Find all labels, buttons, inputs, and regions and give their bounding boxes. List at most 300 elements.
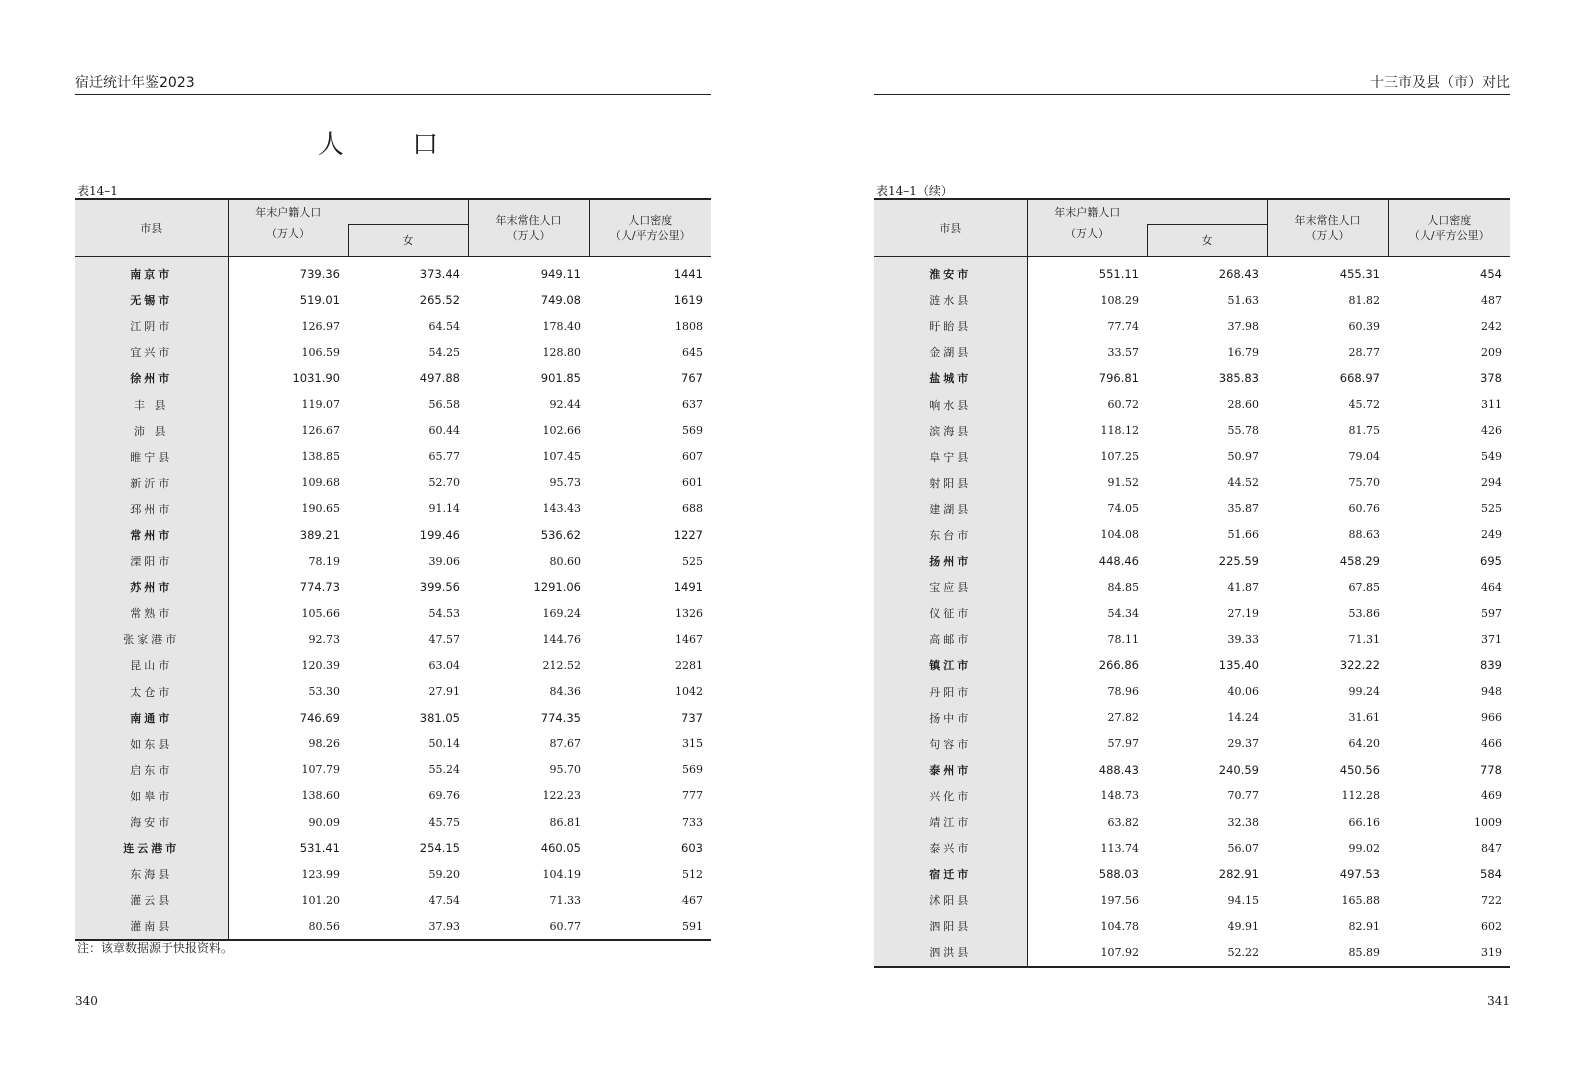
row-density: 1467	[675, 632, 703, 646]
row-resident: 92.44	[549, 398, 581, 412]
row-household: 190.65	[301, 502, 340, 516]
row-female: 50.97	[1227, 450, 1259, 464]
row-resident: 67.85	[1348, 580, 1380, 594]
row-density: 569	[682, 763, 703, 777]
table-row	[874, 418, 1510, 444]
row-female: 35.87	[1227, 502, 1259, 516]
row-female: 45.75	[428, 815, 460, 829]
table-row	[75, 470, 711, 496]
row-household: 74.05	[1107, 502, 1139, 516]
row-female: 94.15	[1227, 893, 1259, 907]
row-density: 767	[681, 371, 703, 386]
row-density: 525	[682, 554, 703, 568]
row-female: 240.59	[1218, 762, 1259, 777]
row-female: 27.19	[1227, 606, 1259, 620]
row-density: 467	[682, 893, 703, 907]
row-name: 泗洪县	[874, 939, 1027, 966]
row-density: 737	[681, 710, 703, 725]
row-name: 仪征市	[874, 600, 1027, 626]
row-name: 淮安市	[874, 257, 1027, 288]
row-household: 138.60	[301, 789, 340, 803]
row-resident: 497.53	[1339, 867, 1380, 882]
table-row	[75, 391, 711, 417]
row-name: 张家港市	[75, 626, 228, 652]
row-household: 1031.90	[292, 371, 340, 386]
row-resident: 28.77	[1348, 345, 1380, 359]
table-row	[874, 600, 1510, 626]
row-name: 邳州市	[75, 496, 228, 522]
table-row	[75, 574, 711, 600]
row-density: 1808	[675, 319, 703, 333]
row-resident: 212.52	[542, 658, 581, 672]
row-name: 无锡市	[75, 287, 228, 313]
row-household: 105.66	[301, 606, 340, 620]
row-household: 448.46	[1098, 554, 1139, 569]
row-name: 东台市	[874, 522, 1027, 548]
table-row	[874, 913, 1510, 939]
row-household: 104.08	[1100, 528, 1139, 542]
row-female: 69.76	[428, 789, 460, 803]
row-female: 373.44	[419, 267, 460, 282]
table-row	[75, 809, 711, 835]
table-row	[874, 574, 1510, 600]
row-resident: 79.04	[1348, 450, 1380, 464]
row-female: 49.91	[1227, 919, 1259, 933]
row-household: 57.97	[1107, 737, 1139, 751]
row-female: 135.40	[1218, 658, 1259, 673]
row-female: 64.54	[428, 319, 460, 333]
row-household: 77.74	[1107, 319, 1139, 333]
row-female: 29.37	[1227, 737, 1259, 751]
row-name: 句容市	[874, 731, 1027, 757]
row-resident: 71.33	[549, 893, 581, 907]
row-name: 沛 县	[75, 418, 228, 444]
row-resident: 749.08	[540, 293, 581, 308]
row-resident: 901.85	[540, 371, 581, 386]
row-household: 774.73	[299, 580, 340, 595]
row-density: 1227	[673, 527, 703, 542]
row-name: 灌云县	[75, 887, 228, 913]
table-row	[874, 626, 1510, 652]
row-household: 746.69	[299, 710, 340, 725]
row-resident: 99.02	[1348, 841, 1380, 855]
row-resident: 31.61	[1348, 711, 1380, 725]
row-household: 113.74	[1100, 841, 1139, 855]
row-resident: 95.73	[549, 476, 581, 490]
header-name: 市县	[75, 199, 228, 257]
row-female: 41.87	[1227, 580, 1259, 594]
table-row	[75, 887, 711, 913]
row-name: 扬州市	[874, 548, 1027, 574]
row-name: 泰州市	[874, 757, 1027, 783]
row-density: 525	[1481, 502, 1502, 516]
row-density: 512	[682, 867, 703, 881]
row-density: 607	[682, 450, 703, 464]
row-female: 16.79	[1227, 345, 1259, 359]
row-name: 东海县	[75, 861, 228, 887]
header-resident: 年末常住人口 （万人）	[1267, 199, 1388, 257]
table-row	[75, 783, 711, 809]
row-household: 106.59	[301, 345, 340, 359]
row-name: 盐城市	[874, 365, 1027, 391]
row-female: 59.20	[428, 867, 460, 881]
row-name: 灌南县	[75, 913, 228, 940]
row-female: 37.93	[348, 913, 468, 940]
table-row	[75, 600, 711, 626]
row-name: 泗阳县	[874, 913, 1027, 939]
row-resident: 102.66	[542, 424, 581, 438]
row-density: 1491	[673, 580, 703, 595]
row-resident: 81.82	[1348, 293, 1380, 307]
row-resident: 455.31	[1339, 267, 1380, 282]
running-head: 宿迁统计年鉴2023	[75, 74, 711, 95]
row-resident: 1291.06	[533, 580, 581, 595]
table-row	[874, 548, 1510, 574]
table-row	[874, 313, 1510, 339]
row-name: 沭阳县	[874, 887, 1027, 913]
row-name: 金湖县	[874, 339, 1027, 365]
row-density: 597	[1481, 606, 1502, 620]
header-household: 年末户籍人口	[1027, 199, 1147, 225]
table-row	[75, 287, 711, 313]
row-name: 盱眙县	[874, 313, 1027, 339]
header-density: 人口密度 （人/平方公里）	[1388, 199, 1510, 257]
row-female: 54.25	[428, 345, 460, 359]
table-row	[874, 652, 1510, 678]
table-row	[874, 835, 1510, 861]
row-female: 55.24	[428, 763, 460, 777]
row-female: 39.33	[1227, 632, 1259, 646]
row-density: 688	[682, 502, 703, 516]
row-female: 268.43	[1218, 267, 1259, 282]
row-household: 126.97	[301, 319, 340, 333]
row-resident: 86.81	[549, 815, 581, 829]
row-household: 84.85	[1107, 580, 1139, 594]
row-female: 60.44	[428, 424, 460, 438]
row-density: 466	[1481, 737, 1502, 751]
table-row	[75, 522, 711, 548]
row-female: 27.91	[428, 685, 460, 699]
row-female: 497.88	[419, 371, 460, 386]
row-resident: 66.16	[1348, 815, 1380, 829]
table-row	[75, 757, 711, 783]
row-density: 722	[1481, 893, 1502, 907]
table-row	[874, 470, 1510, 496]
row-name: 扬中市	[874, 705, 1027, 731]
row-resident: 165.88	[1341, 893, 1380, 907]
row-household: 53.30	[308, 685, 340, 699]
row-resident: 95.70	[549, 763, 581, 777]
row-resident: 107.45	[542, 450, 581, 464]
table-row	[75, 731, 711, 757]
row-female: 399.56	[419, 580, 460, 595]
row-resident: 458.29	[1339, 554, 1380, 569]
table-row	[874, 887, 1510, 913]
row-resident: 460.05	[540, 841, 581, 856]
row-household: 197.56	[1100, 893, 1139, 907]
row-name: 靖江市	[874, 809, 1027, 835]
row-density: 249	[1481, 528, 1502, 542]
table-label: 表14–1	[77, 184, 118, 198]
row-household: 519.01	[299, 293, 340, 308]
header-blank	[1147, 199, 1267, 225]
row-density: 637	[682, 398, 703, 412]
row-density: 695	[1480, 554, 1502, 569]
row-female: 56.07	[1227, 841, 1259, 855]
row-female: 44.52	[1227, 476, 1259, 490]
row-household: 54.34	[1107, 606, 1139, 620]
table-row	[75, 444, 711, 470]
table-row	[75, 705, 711, 731]
row-resident: 60.77	[468, 913, 589, 940]
row-household: 119.07	[301, 398, 340, 412]
row-female: 47.54	[428, 893, 460, 907]
row-resident: 450.56	[1339, 762, 1380, 777]
row-resident: 668.97	[1339, 371, 1380, 386]
row-female: 282.91	[1218, 867, 1259, 882]
row-name: 兴化市	[874, 783, 1027, 809]
row-name: 江阴市	[75, 313, 228, 339]
row-name: 溧阳市	[75, 548, 228, 574]
row-female: 63.04	[428, 658, 460, 672]
row-resident: 80.60	[549, 554, 581, 568]
row-female: 52.70	[428, 476, 460, 490]
row-resident: 45.72	[1348, 398, 1380, 412]
row-household: 123.99	[301, 867, 340, 881]
row-resident: 82.91	[1348, 919, 1380, 933]
table-row	[75, 652, 711, 678]
table-row	[75, 313, 711, 339]
row-density: 319	[1388, 939, 1510, 966]
row-household: 27.82	[1107, 711, 1139, 725]
row-female: 51.63	[1227, 293, 1259, 307]
row-resident: 87.67	[549, 737, 581, 751]
row-household: 266.86	[1098, 658, 1139, 673]
row-density: 778	[1480, 762, 1502, 777]
row-household: 33.57	[1107, 345, 1139, 359]
row-density: 948	[1481, 685, 1502, 699]
table-row	[874, 783, 1510, 809]
row-female: 70.77	[1227, 789, 1259, 803]
table-row	[874, 731, 1510, 757]
row-female: 91.14	[428, 502, 460, 516]
row-density: 315	[682, 737, 703, 751]
row-name: 高邮市	[874, 626, 1027, 652]
row-female: 50.14	[428, 737, 460, 751]
row-household: 739.36	[299, 267, 340, 282]
row-resident: 81.75	[1348, 424, 1380, 438]
row-density: 602	[1481, 919, 1502, 933]
row-name: 徐州市	[75, 365, 228, 391]
row-resident: 60.76	[1348, 502, 1380, 516]
row-name: 太仓市	[75, 679, 228, 705]
table-row	[75, 257, 711, 288]
row-resident: 143.43	[542, 502, 581, 516]
row-name: 丹阳市	[874, 679, 1027, 705]
row-household: 91.52	[1107, 476, 1139, 490]
row-density: 1619	[673, 293, 703, 308]
row-female: 14.24	[1227, 711, 1259, 725]
table-row	[75, 626, 711, 652]
table-row	[75, 365, 711, 391]
row-name: 射阳县	[874, 470, 1027, 496]
row-density: 1042	[675, 685, 703, 699]
table-row	[75, 861, 711, 887]
row-name: 泰兴市	[874, 835, 1027, 861]
table-row	[75, 418, 711, 444]
row-name: 滨海县	[874, 418, 1027, 444]
row-resident: 536.62	[540, 527, 581, 542]
row-name: 建湖县	[874, 496, 1027, 522]
row-female: 54.53	[428, 606, 460, 620]
row-resident: 774.35	[540, 710, 581, 725]
row-resident: 84.36	[549, 685, 581, 699]
row-household: 109.68	[301, 476, 340, 490]
row-name: 如东县	[75, 731, 228, 757]
row-female: 56.58	[428, 398, 460, 412]
header-household: 年末户籍人口	[228, 199, 348, 225]
row-household: 78.19	[308, 554, 340, 568]
row-resident: 144.76	[542, 632, 581, 646]
row-household: 78.11	[1107, 632, 1139, 646]
row-female: 225.59	[1218, 554, 1259, 569]
row-name: 宿迁市	[874, 861, 1027, 887]
row-resident: 112.28	[1341, 789, 1380, 803]
row-name: 海安市	[75, 809, 228, 835]
row-resident: 71.31	[1348, 632, 1380, 646]
table-row	[874, 257, 1510, 288]
row-resident: 178.40	[542, 319, 581, 333]
row-name: 南京市	[75, 257, 228, 288]
row-density: 847	[1481, 841, 1502, 855]
row-name: 南通市	[75, 705, 228, 731]
table-row	[874, 339, 1510, 365]
row-resident: 88.63	[1348, 528, 1380, 542]
table-label: 表14–1（续）	[876, 184, 953, 198]
row-resident: 128.80	[542, 345, 581, 359]
row-density: 371	[1481, 632, 1502, 646]
row-density: 966	[1481, 711, 1502, 725]
row-household: 488.43	[1098, 762, 1139, 777]
row-name: 昆山市	[75, 652, 228, 678]
table-note: 注：该章数据源于快报资料。	[77, 941, 234, 955]
row-resident: 104.19	[542, 867, 581, 881]
table-row	[874, 444, 1510, 470]
row-name: 常熟市	[75, 600, 228, 626]
row-household: 98.26	[308, 737, 340, 751]
row-name: 新沂市	[75, 470, 228, 496]
table-row	[874, 939, 1510, 966]
row-density: 549	[1481, 450, 1502, 464]
table-row	[874, 522, 1510, 548]
row-household: 796.81	[1098, 371, 1139, 386]
row-household: 148.73	[1100, 789, 1139, 803]
table-row	[874, 809, 1510, 835]
row-density: 426	[1481, 424, 1502, 438]
table-row	[874, 757, 1510, 783]
row-household: 92.73	[308, 632, 340, 646]
row-density: 601	[682, 476, 703, 490]
row-household: 101.20	[301, 893, 340, 907]
row-female: 381.05	[419, 710, 460, 725]
row-resident: 85.89	[1267, 939, 1388, 966]
row-household: 107.25	[1100, 450, 1139, 464]
row-name: 响水县	[874, 391, 1027, 417]
row-female: 47.57	[428, 632, 460, 646]
row-name: 常州市	[75, 522, 228, 548]
row-density: 311	[1481, 398, 1502, 412]
row-household: 90.09	[308, 815, 340, 829]
row-name: 宝应县	[874, 574, 1027, 600]
table-row	[75, 835, 711, 861]
row-household: 551.11	[1098, 267, 1139, 282]
row-density: 603	[681, 841, 703, 856]
row-density: 1441	[673, 267, 703, 282]
row-density: 569	[682, 424, 703, 438]
page-number: 340	[75, 994, 98, 1008]
table-row	[874, 861, 1510, 887]
row-female: 40.06	[1227, 685, 1259, 699]
row-resident: 53.86	[1348, 606, 1380, 620]
header-female: 女	[1147, 225, 1267, 257]
row-density: 242	[1481, 319, 1502, 333]
row-density: 645	[682, 345, 703, 359]
running-head: 十三市及县（市）对比	[874, 74, 1510, 95]
row-household: 60.72	[1107, 398, 1139, 412]
table-row	[75, 339, 711, 365]
table-row	[874, 365, 1510, 391]
row-female: 51.66	[1227, 528, 1259, 542]
population-table	[75, 198, 711, 941]
row-female: 28.60	[1227, 398, 1259, 412]
header-household-unit: （万人）	[1027, 225, 1147, 257]
row-resident: 99.24	[1348, 685, 1380, 699]
row-name: 如皋市	[75, 783, 228, 809]
row-name: 丰 县	[75, 391, 228, 417]
table-row	[75, 913, 711, 940]
row-density: 1326	[675, 606, 703, 620]
row-household: 107.92	[1027, 939, 1147, 966]
row-density: 294	[1481, 476, 1502, 490]
row-household: 63.82	[1107, 815, 1139, 829]
row-resident: 169.24	[542, 606, 581, 620]
row-household: 104.78	[1100, 919, 1139, 933]
row-female: 265.52	[419, 293, 460, 308]
page-number: 341	[1487, 994, 1510, 1008]
row-resident: 64.20	[1348, 737, 1380, 751]
table-row	[874, 679, 1510, 705]
row-female: 65.77	[428, 450, 460, 464]
chapter-title: 人 口	[317, 130, 469, 160]
row-household: 80.56	[228, 913, 348, 940]
row-female: 199.46	[419, 527, 460, 542]
table-row	[75, 679, 711, 705]
row-density: 378	[1480, 371, 1502, 386]
row-density: 2281	[675, 658, 703, 672]
row-resident: 75.70	[1348, 476, 1380, 490]
row-density: 1009	[1474, 815, 1502, 829]
row-name: 连云港市	[75, 835, 228, 861]
row-density: 839	[1480, 658, 1502, 673]
header-name: 市县	[874, 199, 1027, 257]
row-density: 591	[589, 913, 711, 940]
table-row	[874, 705, 1510, 731]
row-density: 209	[1481, 345, 1502, 359]
row-name: 涟水县	[874, 287, 1027, 313]
row-household: 78.96	[1107, 685, 1139, 699]
header-household-unit: （万人）	[228, 225, 348, 257]
row-household: 120.39	[301, 658, 340, 672]
